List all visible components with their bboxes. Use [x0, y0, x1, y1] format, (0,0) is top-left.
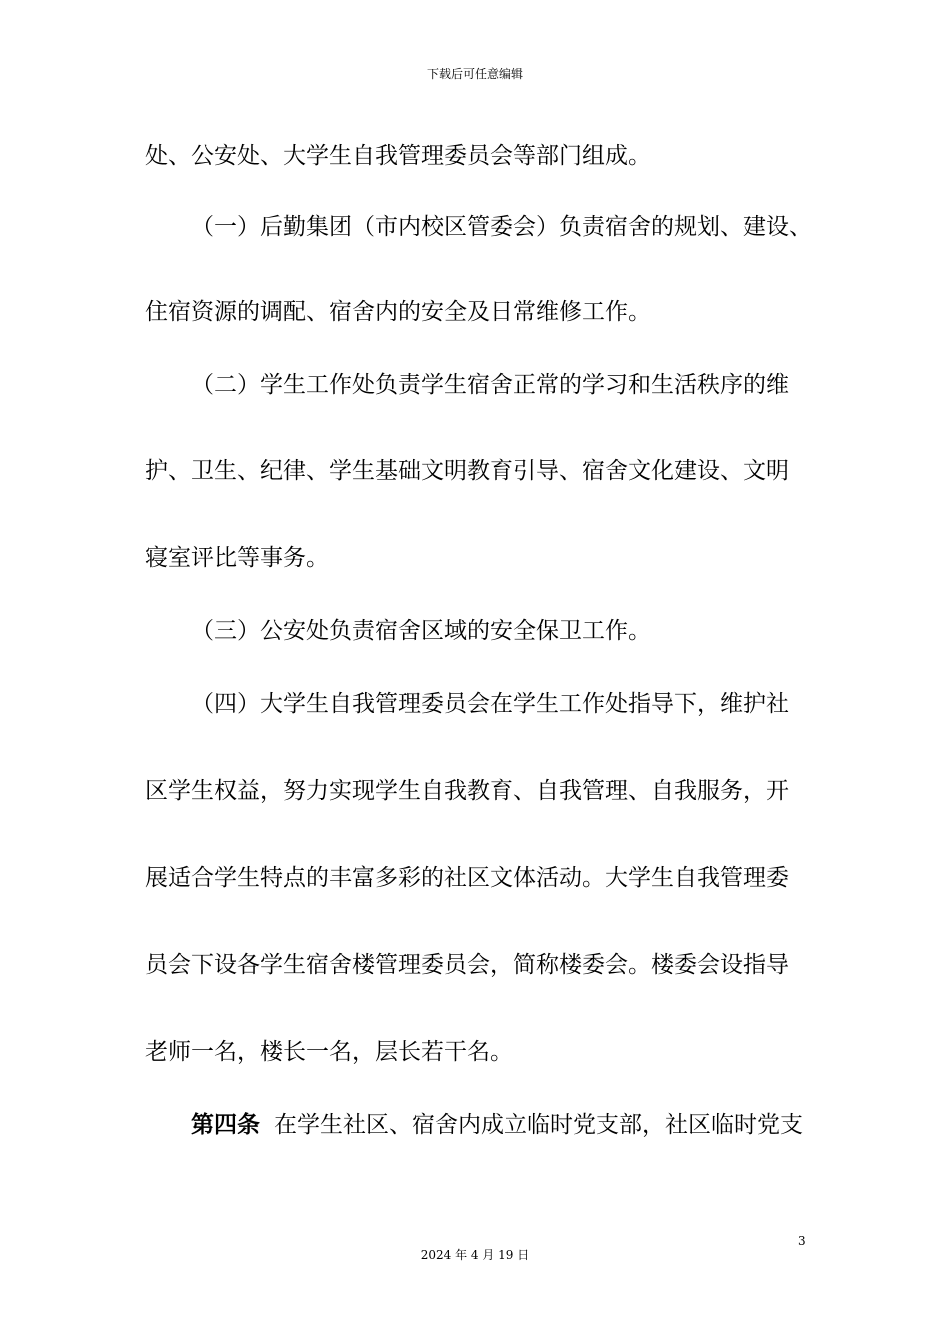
body-line-2: （一）后勤集团（市内校区管委会）负责宿舍的规划、建设、	[191, 214, 812, 240]
page-number: 3	[798, 1234, 806, 1248]
body-line-5: 护、卫生、纪律、学生基础文明教育引导、宿舍文化建设、文明	[145, 458, 789, 484]
body-line-11: 员会下设各学生宿舍楼管理委员会，简称楼委会。楼委会设指导	[145, 952, 789, 978]
body-line-6: 寝室评比等事务。	[145, 545, 329, 571]
article-line	[191, 1110, 803, 1140]
body-line-4: （二）学生工作处负责学生宿舍正常的学习和生活秩序的维	[191, 372, 789, 398]
body-line-1: 处、公安处、大学生自我管理委员会等部门组成。	[145, 143, 651, 169]
article-title: 第四条	[191, 1112, 260, 1138]
body-line-10: 展适合学生特点的丰富多彩的社区文体活动。大学生自我管理委	[145, 865, 789, 891]
body-line-12: 老师一名，楼长一名，层长若干名。	[145, 1039, 513, 1065]
body-line-9: 区学生权益，努力实现学生自我教育、自我管理、自我服务，开	[145, 778, 789, 804]
page-header: 下载后可任意编辑	[426, 67, 523, 81]
article-text: 在学生社区、宿舍内成立临时党支部，社区临时党支	[274, 1112, 803, 1138]
body-line-8: （四）大学生自我管理委员会在学生工作处指导下，维护社	[191, 691, 789, 717]
body-line-3: 住宿资源的调配、宿舍内的安全及日常维修工作。	[145, 299, 651, 325]
footer-date: 2024 年 4 月 19 日	[420, 1248, 530, 1262]
body-line-7: （三）公安处负责宿舍区域的安全保卫工作。	[191, 618, 651, 644]
